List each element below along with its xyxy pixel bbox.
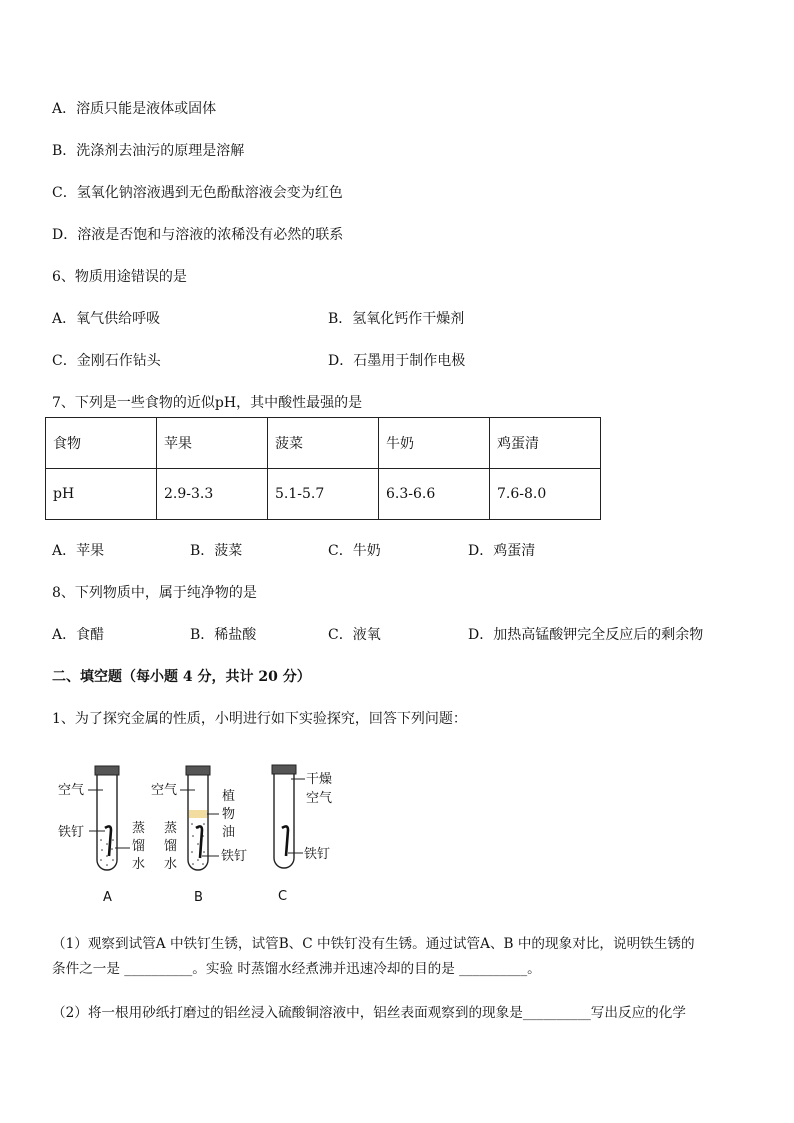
q7-option-c: C．牛奶 [328,543,381,559]
nail-c [282,826,288,856]
q7-stem: 7、下列是一些食物的近似pH，其中酸性最强的是 [52,395,363,411]
test-tube-diagram [55,760,355,910]
table-header-cell: 菠菜 [268,418,379,469]
q5-option-a: A．溶质只能是液体或固体 [52,101,217,117]
table-row [46,469,601,520]
label-water-b-3: 水 [164,857,178,872]
table-header-cell: 苹果 [157,418,268,469]
table-cell: 5.1-5.7 [268,469,379,520]
table-cell: 2.9-3.3 [157,469,268,520]
q8-stem: 8、下列物质中，属于纯净物的是 [52,585,257,601]
q5-option-d: D．溶液是否饱和与溶液的浓稀没有必然的联系 [52,227,344,243]
label-nail-b: 铁钉 [221,849,248,864]
table-header-cell: 牛奶 [379,418,490,469]
caption-a: A [103,890,112,905]
label-water-b-2: 馏 [164,839,178,854]
label-oil-b-3: 油 [222,825,236,840]
water-dots-a [100,839,114,866]
q8-option-d: D．加热高锰酸钾完全反应后的剩余物 [468,627,704,643]
q6-option-c: C．金刚石作钻头 [52,353,161,369]
q8-option-c: C．液氧 [328,627,381,643]
table-header-cell: 鸡蛋清 [490,418,601,469]
stopper-b [186,766,210,775]
oil-layer-b [189,810,207,818]
nail-a [105,826,111,856]
section-title: 二、填空题（每小题 4 分，共计 20 分） [52,669,311,685]
fill1-sub1-line2: 条件之一是 __________。实验 时蒸馏水经煮沸并迅速冷却的目的是 __________。 [52,961,541,977]
test-tube-b [151,766,247,905]
q6-option-a: A．氧气供给呼吸 [52,311,161,327]
caption-b: B [194,890,203,905]
fill1-stem: 1、为了探究金属的性质，小明进行如下实验探究，回答下列问题： [52,711,467,727]
fill1-sub1-line1: （1）观察到试管A 中铁钉生锈，试管B、C 中铁钉没有生锈。通过试管A、B 中的现象对比，说明铁生锈的 [52,936,695,952]
q7-option-d: D．鸡蛋清 [468,543,536,559]
table-header-cell: 食物 [46,418,157,469]
label-water-a-1: 蒸 [132,821,146,836]
test-tube-a [58,766,145,905]
q8-option-b: B．稀盐酸 [190,627,257,643]
label-dry-air-c-2: 空气 [306,791,333,806]
q7-option-b: B．菠菜 [190,543,243,559]
label-oil-b-1: 植 [222,789,236,804]
label-oil-b-2: 物 [222,807,236,822]
table-cell: pH [46,469,157,520]
q7-option-a: A．苹果 [52,543,105,559]
caption-c: C [278,889,288,904]
fill1-sub2-line1: （2）将一根用砂纸打磨过的铝丝浸入硫酸铜溶液中，铝丝表面观察到的现象是__________写出反应的化学 [52,1005,686,1021]
label-air-b: 空气 [151,783,178,798]
label-air-a: 空气 [58,783,85,798]
q5-option-b: B．洗涤剂去油污的原理是溶解 [52,143,245,159]
label-water-b-1: 蒸 [164,821,178,836]
q6-option-b: B．氢氧化钙作干燥剂 [328,311,465,327]
q6-stem: 6、物质用途错误的是 [52,269,187,285]
stopper-c [272,765,296,774]
table-cell: 6.3-6.6 [379,469,490,520]
q8-option-a: A．食醋 [52,627,105,643]
label-nail-c: 铁钉 [304,847,331,862]
table-row [46,418,601,469]
table-cell: 7.6-8.0 [490,469,601,520]
nail-b [196,826,202,858]
label-nail-a: 铁钉 [58,825,85,840]
stopper-a [95,766,119,775]
q6-option-d: D．石墨用于制作电极 [328,353,466,369]
q5-option-c: C．氢氧化钠溶液遇到无色酚酞溶液会变为红色 [52,185,343,201]
label-dry-air-c-1: 干燥 [306,772,333,787]
tube-c-body [274,774,294,868]
label-water-a-3: 水 [132,857,146,872]
label-water-a-2: 馏 [132,839,146,854]
test-tube-c [272,765,332,904]
ph-table [45,417,601,520]
